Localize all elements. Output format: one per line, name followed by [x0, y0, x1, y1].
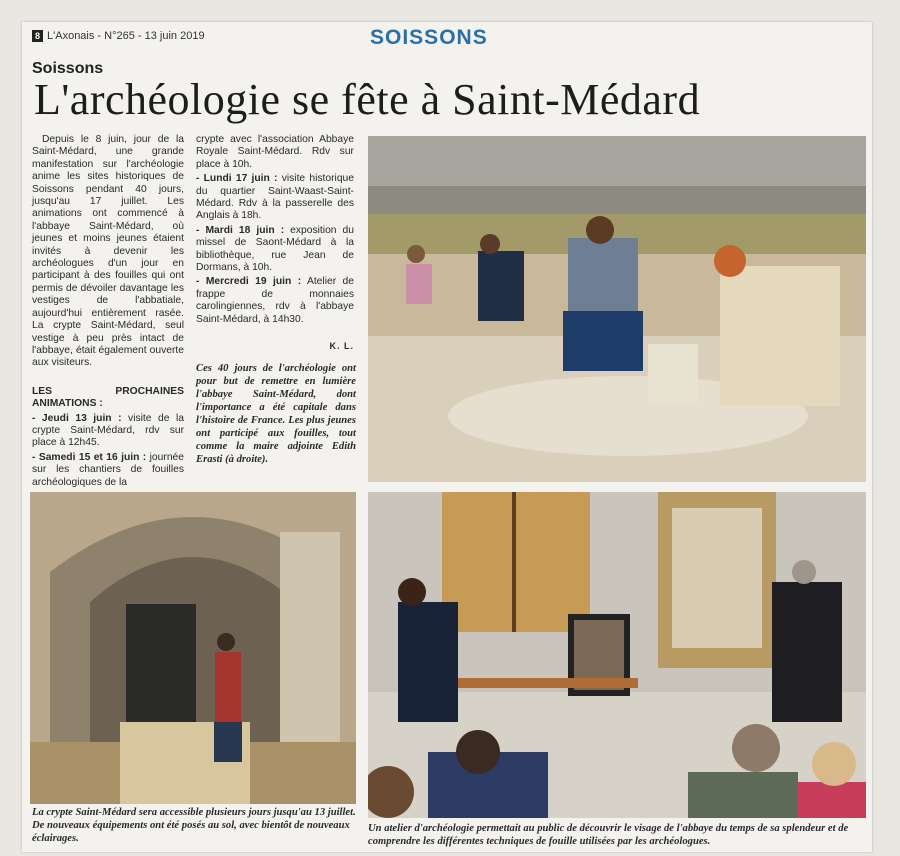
- workshop-photo: [368, 492, 866, 818]
- event-item: [32, 452, 184, 489]
- newspaper-page: [22, 22, 872, 852]
- event-day: - Mercredi 19 juin :: [196, 276, 302, 288]
- event-day: - Samedi 15 et 16 juin :: [32, 451, 147, 463]
- caption-workshop-photo: Un atelier d'archéologie permettait au public de découvrir le visage de l'abbaye du temps de sa splendeur et de comprendre les différentes techniques de fouille utilisées par les archéologues.: [368, 823, 849, 847]
- article-kicker: Soissons: [32, 60, 104, 77]
- events-subhead: LES PROCHAINES ANIMATIONS :: [32, 385, 184, 410]
- event-item: [32, 413, 184, 450]
- event-text: exposition du missel de Saont-Médard à la bibliothèque, rue Jean de Dormans, à 10h.: [196, 224, 354, 274]
- event-day: - Mardi 18 juin :: [196, 224, 285, 236]
- section-title: SOISSONS: [370, 26, 488, 49]
- article-headline: L'archéologie se fête à Saint-Médard: [34, 75, 701, 124]
- event-day: - Jeudi 13 juin :: [32, 412, 122, 424]
- folio: [32, 30, 205, 42]
- event-continuation: crypte avec l'association Abbaye Royale Saint-Médard. Rdv sur place à 10h.: [196, 134, 354, 170]
- author-signature: K. L.: [329, 341, 354, 352]
- event-text: visite historique du quartier Saint-Waast-Saint-Médard. Rdv à la passerelle des Anglais à 18h.: [196, 173, 355, 222]
- event-text: visite de la crypte Saint-Médard, rdv sur place à 12h45.: [32, 412, 184, 449]
- crypt-photo: [30, 492, 356, 804]
- event-text: Atelier de frappe de monnaies carolingiennes, rdv à l'abbaye Saint-Médard, à 14h30.: [196, 276, 354, 325]
- article-intro: Depuis le 8 juin, jour de la Saint-Médard, une grande manifestation sur l'archéologie anime les sites historiques de Soissons pendant 40 jours, jusqu'au 17 juillet. Les animations ont commencé à l'abbaye Saint-Médard, où jeunes et moins jeunes étaient invités à devenir les archéologues d'un jour en participant à des fouilles qui ont permis de dévoiler davantage les vestiges de l'abbatiale, aujourd'hui entièrement rasée. La crypte Saint-Médard, seul vestige à peu près intact de l'abbaye, était également ouverte aux visiteurs.: [32, 134, 184, 369]
- text-column-2: [196, 134, 354, 353]
- event-item: [196, 276, 354, 326]
- page-number: 8: [32, 30, 43, 42]
- excavation-photo: [368, 136, 866, 482]
- event-item: [196, 225, 354, 275]
- event-item: [196, 173, 354, 223]
- text-column-1: [32, 134, 184, 491]
- event-day: - Lundi 17 juin :: [196, 173, 278, 185]
- caption-excavation-photo: Ces 40 jours de l'archéologie ont pour but de remettre en lumière l'abbaye Saint-Médard, dont l'importance a été capitale dans l'histoire de France. Les plus jeunes ont participé aux fouilles, tout comme la maire adjointe Edith Erasti (à droite).: [196, 363, 356, 465]
- caption-crypt-photo: La crypte Saint-Médard sera accessible plusieurs jours jusqu'au 13 juillet. De nouveaux équipements ont été posés au sol, avec bientôt de nouveaux éclairages.: [32, 807, 356, 844]
- publication-line: L'Axonais - N°265 - 13 juin 2019: [47, 30, 205, 42]
- event-text: journée sur les chantiers de fouilles archéologiques de la: [32, 451, 184, 488]
